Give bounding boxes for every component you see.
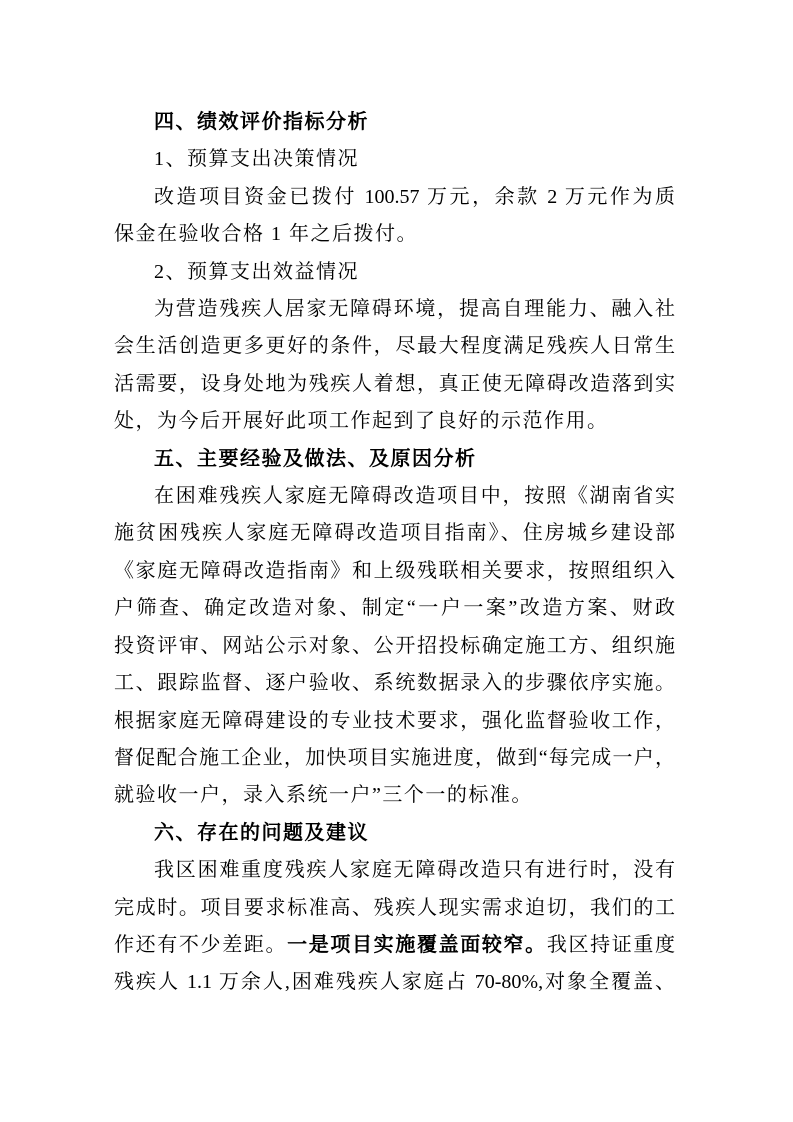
text-line (114, 553, 675, 590)
text-run: 《家庭无障碍改造指南》和上级残联相关要求，按照组织入 (114, 559, 675, 582)
text-run: 为营造残疾人居家无障碍环境，提高自理能力、融入社 (154, 298, 675, 321)
text-line (114, 927, 675, 964)
section-heading (114, 441, 675, 478)
text-run: 处，为今后开展好此项工作起到了良好的示范作用。 (114, 410, 609, 433)
text-line (114, 964, 675, 1001)
text-run: 投资评审、网站公示对象、公开招投标确定施工方、组织施 (114, 634, 675, 657)
text-run: 就验收一户，录入系统一户”三个一的标准。 (114, 784, 533, 807)
text-line (114, 515, 675, 552)
text-run: 保金在验收合格 1 年之后拨付。 (114, 223, 418, 246)
text-run: 会生活创造更多更好的条件，尽最大程度满足残疾人日常生 (114, 335, 675, 358)
bold-text-run: 一是项目实施覆盖面较窄。 (287, 933, 547, 956)
text-run: 作还有不少差距。 (114, 933, 288, 956)
text-line (114, 665, 675, 702)
text-line (114, 890, 675, 927)
text-run: 活需要，设身处地为残疾人着想，真正使无障碍改造落到实 (114, 372, 675, 395)
text-run: 五、主要经验及做法、及原因分析 (154, 447, 477, 470)
document-body (114, 104, 675, 1002)
text-line (114, 852, 675, 889)
text-line (114, 628, 675, 665)
text-line (114, 291, 675, 328)
text-line (114, 703, 675, 740)
text-line (114, 590, 675, 627)
text-line (114, 328, 675, 365)
text-run: 工、跟踪监督、逐户验收、系统数据录入的步骤依序实施。 (114, 672, 675, 695)
text-run: 在困难残疾人家庭无障碍改造项目中，按照《湖南省实 (154, 485, 675, 508)
text-run: 我区困难重度残疾人家庭无障碍改造只有进行时，没有 (154, 859, 675, 882)
text-run: 六、存在的问题及建议 (154, 821, 369, 844)
text-line (114, 254, 675, 291)
text-run: 完成时。项目要求标准高、残疾人现实需求迫切，我们的工 (114, 896, 675, 919)
text-run: 户筛查、确定改造对象、制定“一户一案”改造方案、财政 (114, 597, 675, 620)
text-run: 根据家庭无障碍建设的专业技术要求，强化监督验收工作， (114, 709, 675, 732)
section-heading (114, 815, 675, 852)
text-line (114, 478, 675, 515)
text-line (114, 777, 675, 814)
text-line (114, 179, 675, 216)
text-run: 我区持证重度 (546, 933, 676, 956)
section-heading (114, 104, 675, 141)
text-line (114, 740, 675, 777)
text-line (114, 366, 675, 403)
text-run: 残疾人 1.1 万余人,困难残疾人家庭占 70-80%,对象全覆盖、 (114, 971, 675, 994)
text-run: 施贫困残疾人家庭无障碍改造项目指南》、住房城乡建设部 (114, 522, 675, 545)
text-line (114, 403, 675, 440)
text-run: 督促配合施工企业，加快项目实施进度，做到“每完成一户， (114, 746, 675, 769)
text-run: 1、预算支出决策情况 (154, 148, 359, 171)
text-run: 改造项目资金已拨付 100.57 万元，余款 2 万元作为质 (154, 185, 675, 208)
text-run: 2、预算支出效益情况 (154, 260, 359, 283)
text-run: 四、绩效评价指标分析 (154, 111, 369, 133)
text-line (114, 216, 675, 253)
text-line (114, 141, 675, 178)
